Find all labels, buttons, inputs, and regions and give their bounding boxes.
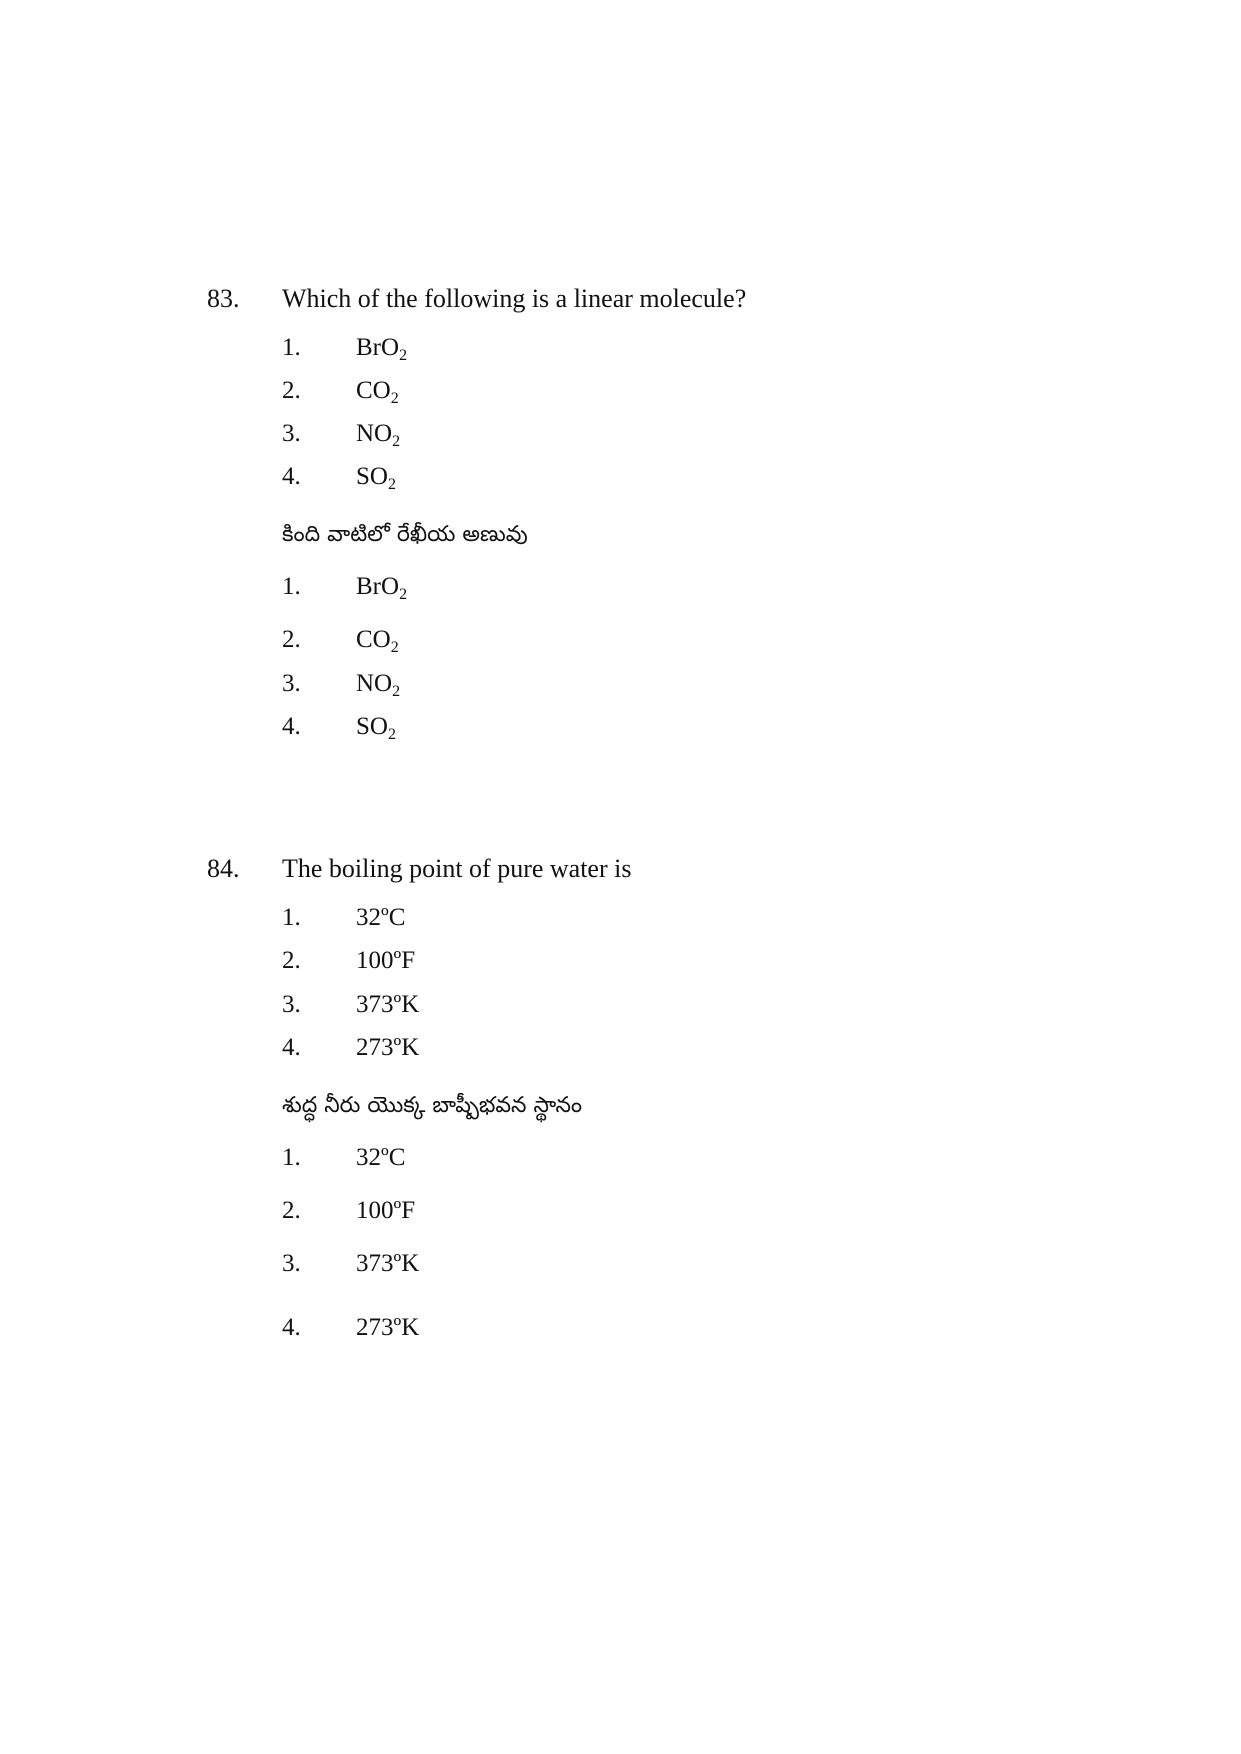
option-value: 100ºF bbox=[356, 947, 416, 974]
option-value: 373ºK bbox=[356, 991, 420, 1018]
option-number: 1. bbox=[282, 573, 301, 600]
option-value: 100ºF bbox=[356, 1197, 416, 1224]
option-number: 3. bbox=[282, 420, 301, 447]
question-text-telugu: శుద్ధ నీరు యొక్క బాష్పీభవన స్థానం bbox=[282, 1093, 583, 1118]
option-value: 273ºK bbox=[356, 1314, 420, 1341]
option-number: 2. bbox=[282, 377, 301, 404]
option-number: 4. bbox=[282, 1314, 301, 1341]
question-number: 84. bbox=[207, 854, 240, 883]
option-number: 3. bbox=[282, 1250, 301, 1277]
option-number: 1. bbox=[282, 334, 301, 361]
option-value: $NO_2$ bbox=[356, 670, 401, 700]
option-value: 32ºC bbox=[356, 1144, 406, 1171]
option-number: 3. bbox=[282, 670, 301, 697]
option-value: $SO_2$ bbox=[356, 713, 396, 743]
option-number: 1. bbox=[282, 1144, 301, 1171]
option-number: 2. bbox=[282, 626, 301, 653]
option-value: BrO$_2$ bbox=[356, 334, 408, 364]
option-number: 2. bbox=[282, 947, 301, 974]
option-value: 273ºK bbox=[356, 1034, 420, 1061]
option-value: $CO_2$ bbox=[356, 377, 399, 407]
question-text-telugu: కింది వాటిలో రేఖీయ అణువు bbox=[282, 522, 528, 547]
question-text-english: Which of the following is a linear molecule? bbox=[282, 284, 747, 313]
option-number: 4. bbox=[282, 463, 301, 490]
option-value: $CO_2$ bbox=[356, 626, 399, 656]
option-number: 4. bbox=[282, 1034, 301, 1061]
option-value: 32ºC bbox=[356, 904, 406, 931]
option-value: BrO$_2$ bbox=[356, 573, 408, 603]
option-number: 1. bbox=[282, 904, 301, 931]
option-number: 4. bbox=[282, 713, 301, 740]
question-text-english: The boiling point of pure water is bbox=[282, 854, 632, 883]
option-value: $NO_2$ bbox=[356, 420, 401, 450]
option-value: 373ºK bbox=[356, 1250, 420, 1277]
option-number: 3. bbox=[282, 991, 301, 1018]
option-number: 2. bbox=[282, 1197, 301, 1224]
question-number: 83. bbox=[207, 284, 240, 313]
option-value: $SO_2$ bbox=[356, 463, 396, 493]
